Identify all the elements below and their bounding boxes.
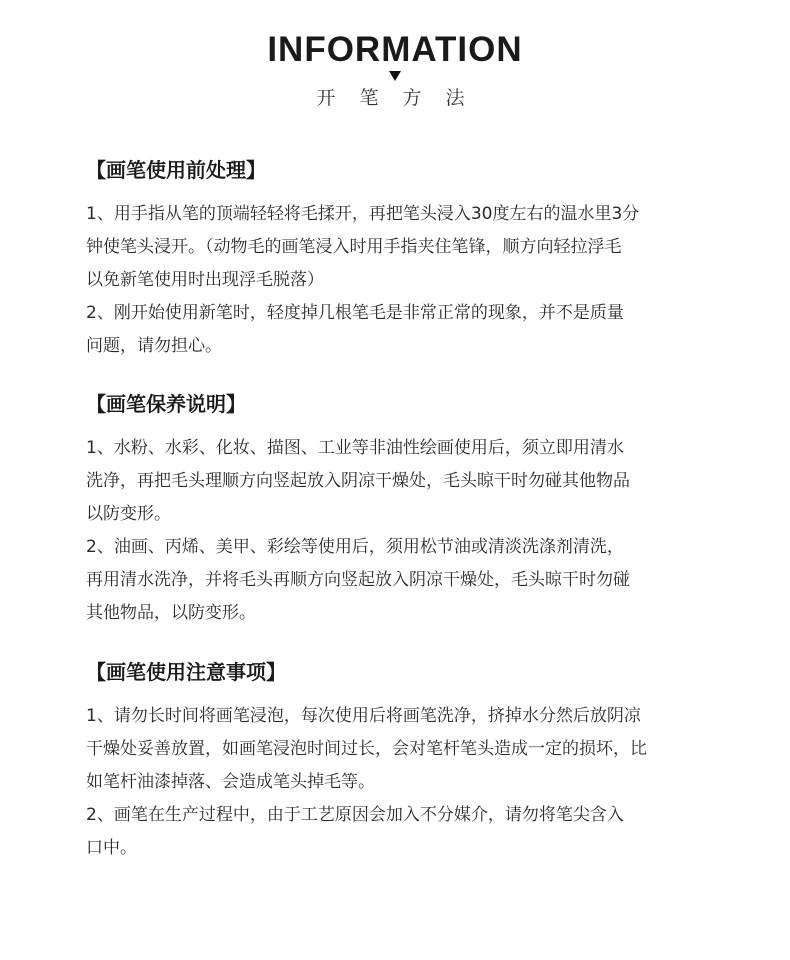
section-precautions: [86, 657, 726, 865]
paragraph-line: 如笔杆油漆掉落、会造成笔头掉毛等。: [86, 772, 375, 792]
section-maintenance: [86, 389, 726, 630]
section-heading: 【画笔使用前处理】: [86, 158, 266, 182]
paragraph-line: 洗净，再把毛头理顺方向竖起放入阴凉干燥处，毛头晾干时勿碰其他物品: [86, 471, 630, 491]
paragraph-line: 1、请勿长时间将画笔浸泡，每次使用后将画笔洗净，挤掉水分然后放阴凉: [86, 706, 641, 726]
paragraph-line: 问题，请勿担心。: [86, 336, 222, 356]
triangle-down-icon: [389, 71, 401, 81]
section-pre-use: [86, 155, 726, 363]
paragraph-line: 其他物品，以防变形。: [86, 603, 256, 623]
page-title: INFORMATION: [267, 30, 523, 69]
paragraph-line: 以免新笔使用时出现浮毛脱落）: [86, 270, 324, 290]
paragraph-line: 钟使笔头浸开。（动物毛的画笔浸入时用手指夹住笔锋，顺方向轻拉浮毛: [86, 237, 622, 257]
paragraph-line: 1、水粉、水彩、化妆、描图、工业等非油性绘画使用后，须立即用清水: [86, 438, 624, 458]
paragraph-line: 1、用手指从笔的顶端轻轻将毛揉开，再把笔头浸入30度左右的温水里3分: [86, 204, 640, 224]
paragraph-line: 2、画笔在生产过程中，由于工艺原因会加入不分媒介，请勿将笔尖含入: [86, 805, 624, 825]
section-heading: 【画笔使用注意事项】: [86, 660, 286, 684]
paragraph-line: 以防变形。: [86, 504, 171, 524]
paragraph-line: 口中。: [86, 838, 137, 858]
paragraph-line: 2、刚开始使用新笔时，轻度掉几根笔毛是非常正常的现象，并不是质量: [86, 303, 624, 323]
page-subtitle: 开 笔 方 法: [316, 87, 474, 109]
paragraph-line: 干燥处妥善放置，如画笔浸泡时间过长，会对笔杆笔头造成一定的损坏，比: [86, 739, 647, 759]
paragraph-line: 再用清水洗净，并将毛头再顺方向竖起放入阴凉干燥处，毛头晾干时勿碰: [86, 570, 630, 590]
section-heading: 【画笔保养说明】: [86, 392, 246, 416]
paragraph-line: 2、油画、丙烯、美甲、彩绘等使用后，须用松节油或清淡洗涤剂清洗，: [86, 537, 624, 557]
